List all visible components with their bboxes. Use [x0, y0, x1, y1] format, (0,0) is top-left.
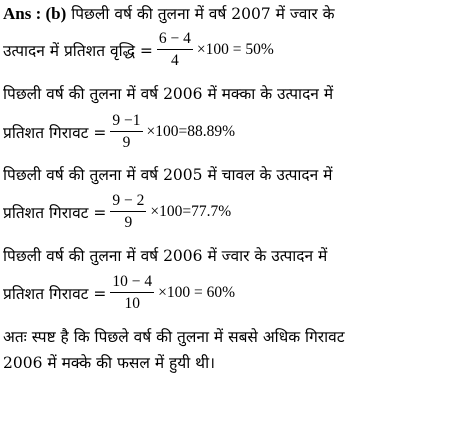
rice-numerator: 9 − 2 [110, 192, 146, 212]
jowar-numerator: 10 − 4 [110, 273, 154, 293]
rice-sentence: पिछली वर्ष की तुलना में वर्ष 2005 में चावल के उत्पादन में [3, 166, 333, 184]
growth-denominator: 4 [171, 52, 179, 69]
rice-fraction [110, 192, 146, 231]
jowar-sentence: पिछली वर्ष की तुलना में वर्ष 2006 में ज्वार के उत्पादन में [3, 247, 328, 265]
rice-prefix: प्रतिशत गिरावट = [3, 203, 107, 222]
jowar-denominator: 10 [124, 295, 141, 312]
jowar-prefix: प्रतिशत गिरावट = [3, 284, 107, 303]
conclusion-line-2: 2006 में मक्के की फसल में हुयी थी। [3, 354, 215, 372]
jowar-fraction [110, 273, 154, 312]
maize-sentence: पिछली वर्ष की तुलना में वर्ष 2006 में मक्का के उत्पादन में [3, 85, 334, 103]
maize-numerator: 9 −1 [110, 112, 142, 132]
maize-fraction [110, 112, 142, 151]
growth-result: ×100 = 50% [196, 40, 274, 58]
rice-formula [3, 192, 231, 231]
maize-result: ×100=88.89% [146, 122, 236, 140]
answer-intro-line [3, 4, 335, 24]
rice-result: ×100=77.7% [150, 202, 232, 220]
growth-prefix: उत्पादन में प्रतिशत वृद्धि = [3, 41, 153, 60]
growth-numerator: 6 − 4 [157, 30, 193, 50]
growth-formula [3, 30, 274, 69]
growth-fraction [157, 30, 193, 69]
conclusion-line-1: अतः स्पष्ट है कि पिछले वर्ष की तुलना में सबसे अधिक गिरावट [3, 328, 345, 346]
answer-intro-text: पिछली वर्ष की तुलना में वर्ष 2007 में ज्वार के [71, 5, 335, 23]
maize-denominator: 9 [122, 134, 131, 151]
jowar-result: ×100 = 60% [158, 283, 236, 301]
rice-denominator: 9 [124, 214, 133, 231]
maize-formula [3, 112, 235, 151]
maize-prefix: प्रतिशत गिरावट = [3, 123, 107, 142]
jowar-formula [3, 273, 235, 312]
answer-label: Ans : (b) [3, 4, 67, 23]
